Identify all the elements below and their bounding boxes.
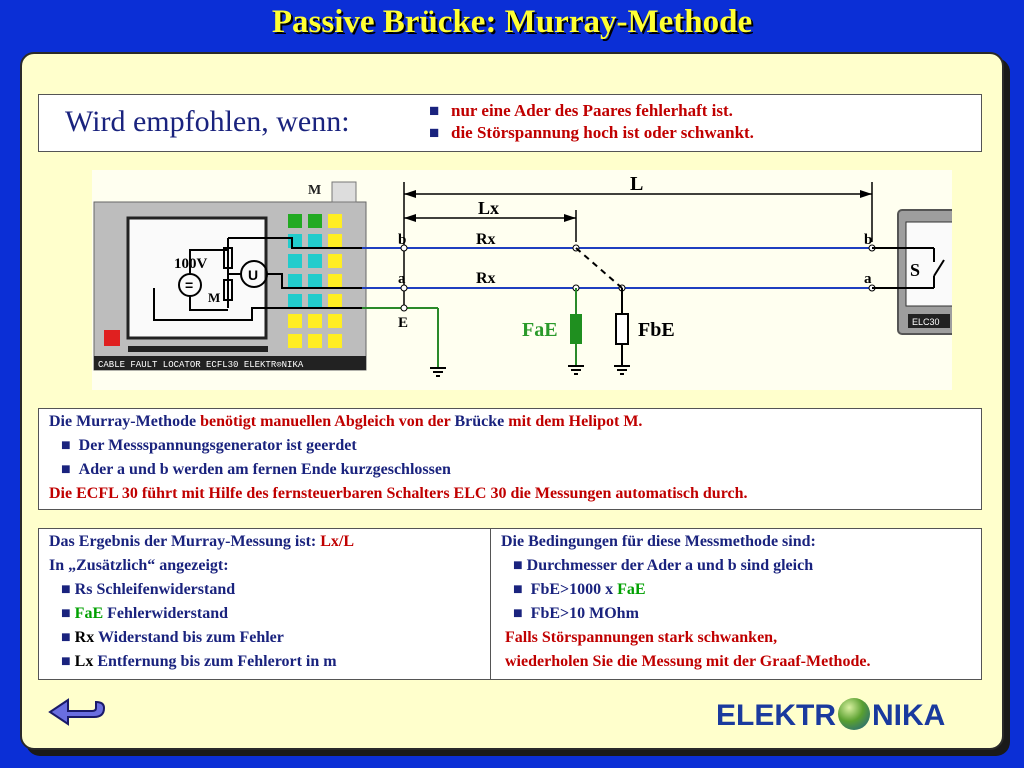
result-item bbox=[49, 653, 337, 671]
length-Lx-label: Lx bbox=[478, 198, 500, 218]
murray-line-2 bbox=[49, 437, 357, 455]
bullet-icon: ■ bbox=[61, 605, 71, 622]
result-text: Lx/L bbox=[320, 533, 355, 550]
murray-text: Brücke bbox=[454, 413, 505, 430]
content-card bbox=[20, 52, 1004, 750]
murray-text: benötigt manuellen Abgleich von der bbox=[200, 413, 451, 430]
result-text: Rx bbox=[74, 629, 95, 646]
wire-a-left-label: a bbox=[398, 271, 406, 287]
condition-item bbox=[501, 605, 639, 623]
recommendation-item-text: nur eine Ader des Paares fehlerhaft ist. bbox=[451, 101, 733, 120]
result-line-2: In „Zusätzlich“ angezeigt: bbox=[49, 557, 229, 574]
bullet-icon: ■ bbox=[513, 581, 523, 598]
circuit-diagram bbox=[92, 170, 952, 390]
condition-item bbox=[501, 557, 813, 575]
logo-text-left: ELEKTR bbox=[716, 699, 836, 732]
switch-S-label: S bbox=[910, 260, 921, 280]
condition-text: FaE bbox=[617, 581, 646, 598]
elektronika-logo bbox=[716, 698, 945, 733]
length-L-label: L bbox=[630, 173, 644, 195]
bullet-icon: ■ bbox=[513, 605, 523, 622]
murray-text: Die Murray-Methode bbox=[49, 413, 197, 430]
bullet-icon: ■ bbox=[61, 653, 71, 670]
condition-item bbox=[501, 581, 646, 599]
rx-a-label: Rx bbox=[476, 270, 496, 287]
condition-text: FbE>1000 x bbox=[530, 581, 614, 598]
recommendation-box bbox=[38, 94, 982, 152]
voltmeter-label: U bbox=[248, 267, 259, 283]
result-item bbox=[49, 629, 284, 647]
FbE-label: FbE bbox=[638, 319, 675, 341]
globe-icon bbox=[838, 698, 870, 730]
wire-b-right-label: b bbox=[864, 232, 873, 248]
condition-text: FbE>10 MOhm bbox=[530, 605, 639, 622]
result-text: Rs Schleifenwiderstand bbox=[74, 581, 236, 598]
wire-a-right-label: a bbox=[864, 271, 872, 287]
earth-label: E bbox=[398, 315, 409, 331]
murray-method-box bbox=[38, 408, 982, 510]
wire-b-left-label: b bbox=[398, 232, 407, 248]
power-button-icon bbox=[104, 330, 120, 346]
result-line-1 bbox=[49, 533, 354, 551]
FaE-label: FaE bbox=[522, 319, 558, 341]
result-item bbox=[49, 605, 228, 623]
conditions-warning-1: Falls Störspannungen stark schwanken, bbox=[505, 629, 778, 646]
result-text: Das Ergebnis der Murray-Messung ist: bbox=[49, 533, 317, 550]
condition-text: Durchmesser der Ader a und b sind gleich bbox=[526, 557, 814, 574]
result-text: Widerstand bis zum Fehler bbox=[97, 629, 284, 646]
murray-text: Der Messspannungsgenerator ist geerdet bbox=[78, 437, 357, 454]
helipot-label-top: M bbox=[308, 183, 322, 198]
logo-text-right: NIKA bbox=[872, 699, 946, 732]
murray-line-1 bbox=[49, 413, 642, 431]
rx-b-label: Rx bbox=[476, 231, 496, 248]
bullet-icon: ■ bbox=[513, 557, 523, 574]
conditions-warning-2: wiederholen Sie die Messung mit der Graaf-Methode. bbox=[505, 653, 871, 670]
keypad bbox=[288, 214, 342, 348]
bullet-icon: ■ bbox=[61, 437, 71, 454]
recommendation-label: Wird empfohlen, wenn: bbox=[65, 105, 350, 138]
bullet-icon: ■ bbox=[61, 629, 71, 646]
recommendation-item bbox=[429, 123, 754, 143]
murray-line-3 bbox=[49, 461, 451, 479]
svg-text:=: = bbox=[185, 277, 194, 293]
result-text: Fehlerwiderstand bbox=[107, 605, 228, 622]
murray-text: Ader a und b werden am fernen Ende kurzgeschlossen bbox=[78, 461, 451, 478]
recommendation-item bbox=[429, 101, 733, 121]
bullet-icon: ■ bbox=[61, 581, 71, 598]
result-text: Lx bbox=[74, 653, 94, 670]
result-box bbox=[38, 528, 492, 680]
elc30-label: ELC30 bbox=[912, 317, 940, 327]
conditions-line-1: Die Bedingungen für diese Messmethode sind: bbox=[501, 533, 816, 550]
result-text: Entfernung bis zum Fehlerort in m bbox=[97, 653, 337, 670]
voltage-label: 100V bbox=[174, 256, 208, 272]
bullet-icon: ■ bbox=[429, 101, 440, 120]
bullet-icon: ■ bbox=[429, 123, 440, 142]
ecfl30-device bbox=[94, 182, 366, 370]
result-item bbox=[49, 581, 235, 599]
bullet-icon: ■ bbox=[61, 461, 71, 478]
murray-text: mit dem Helipot M. bbox=[508, 413, 643, 430]
device-footer: CABLE FAULT LOCATOR ECFL30 ELEKTR⊙NIKA bbox=[98, 360, 304, 370]
helipot-label-inner: M bbox=[208, 290, 221, 305]
recommendation-item-text: die Störspannung hoch ist oder schwankt. bbox=[451, 123, 754, 142]
back-arrow-icon[interactable] bbox=[44, 694, 114, 734]
murray-line-4: Die ECFL 30 führt mit Hilfe des fernsteuerbaren Schalters ELC 30 die Messungen automatisch durch. bbox=[49, 485, 748, 502]
result-text: FaE bbox=[74, 605, 104, 622]
page-title: Passive Brücke: Murray-Methode bbox=[271, 4, 753, 40]
conditions-box bbox=[490, 528, 982, 680]
